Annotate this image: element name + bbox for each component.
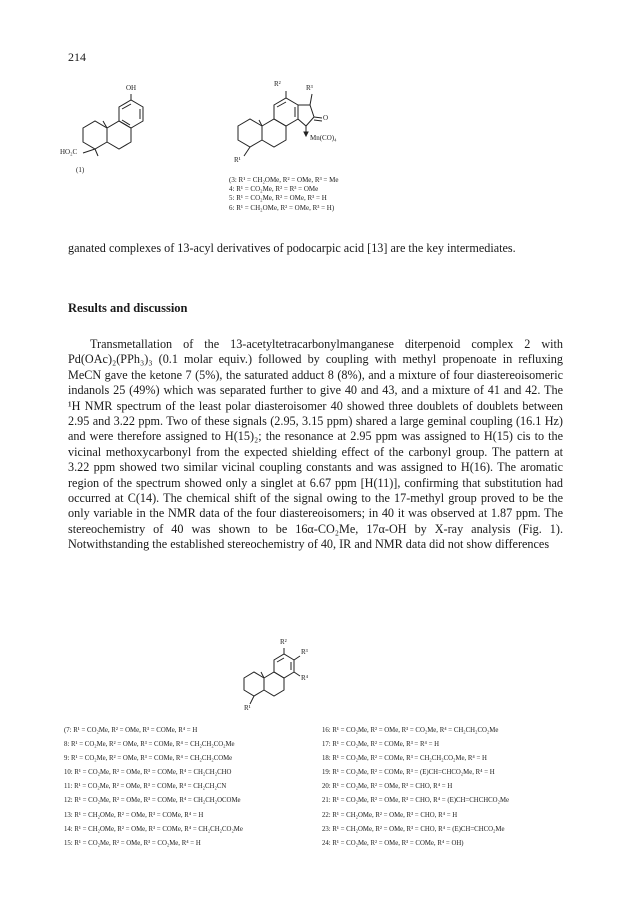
r1-label: R¹ [244,704,251,712]
r4-label: R⁴ [301,674,309,682]
r2-label: R² [274,80,281,88]
list-item: 11: R¹ = CO₂Me, R² = OMe, R³ = COMe, R⁴ = CH₂CH₂CN [64,783,227,791]
list-item: 21: R¹ = CO₂Me, R² = OMe, R³ = CHO, R⁴ = (E)CH=CHCHCO₂Me [322,797,510,805]
list-item: 15: R¹ = CO₂Me, R² = OMe, R³ = CO₂Me, R⁴ = H [64,839,201,847]
r3-label: R³ [306,84,313,92]
r3-label: R³ [301,648,308,656]
structure-podocarpic-acid [60,84,170,174]
list-item: 23: R¹ = CH₂OMe, R² = OMe, R³ = CHO, R⁴ = (E)CH=CHCO₂Me [322,825,505,833]
oxygen-label: O [323,114,329,122]
ho2c-label: HO₂C [60,148,78,156]
structure-manganese-complex [222,82,352,168]
compound-list-left [64,724,243,851]
oh-label: OH [126,84,137,92]
mn-co4-label: Mn(CO)₄ [310,134,337,142]
list-item: 19: R¹ = CO₂Me, R² = COMe, R³ = (E)CH=CHCO₂Me, R⁴ = H [322,769,495,777]
list-item: (7: R¹ = CO₂Me, R² = OMe, R³ = COMe, R⁴ = H [64,727,198,734]
list-item: 16: R¹ = CO₂Me, R² = OMe, R³ = CO₂Me, R⁴ = CH₂CH₂CO₂Me [322,727,499,734]
list-item: 14: R¹ = CH₂OMe, R² = OMe, R³ = COMe, R⁴ = CH₂CH₂CO₂Me [64,825,243,833]
list-item: 17: R¹ = CO₂Me, R² = COMe, R³ = R⁴ = H [322,741,440,749]
r2-label: R² [280,638,287,646]
caption-line: (3: R¹ = CH₂OMe, R² = OMe, R³ = Me [229,176,339,184]
list-item: 10: R¹ = CO₂Me, R² = OMe, R³ = COMe, R⁴ = CH₂CH₂CHO [64,769,232,777]
list-item: 20: R¹ = CO₂Me, R² = OMe, R³ = CHO, R⁴ = H [322,783,453,791]
caption-line: 6: R¹ = CH₂OMe, R² = OMe, R³ = H) [229,203,335,212]
page-number: 214 [68,50,86,64]
results-paragraph: Transmetallation of the 13-acetyltetracarbonylmanganese diterpenoid complex 2 with Pd(OAc)₂(PPh₃)₃ (0.1 molar equiv.) followed by coupling with methyl propenoate in refluxing MeCN gave the ketone 7 (5%), the saturated adduct 8 (8%), and a mixture of four diastereoisomeric indanols 25 (49%) which was separated further to give 40 and 43, and a mixture of 41 and 42. The ¹H NMR spectrum of the least polar diasteroisomer 40 showed three doublets of doublets between 2.95 and 3.22 ppm. Two of these signals (2.95, 3.15 ppm) shared a large geminal coupling (16.1 Hz) and were therefore assigned to H(15)₂; the resonance at 2.95 ppm was assigned to H(15) cis to the vicinal methoxycarbonyl from the expected shielding effect of the carbonyl group. The pattern at 3.22 ppm showed two similar vicinal coupling constants and was assigned to H(16). The aromatic region of the spectrum showed only a singlet at 6.67 ppm [H(11)], confirming that substitution had occurred at C(14). The chemical shift of the signal owing to the 17-methyl group proved to be the only variable in the NMR data of the four diastereoisomers; in 40 it was observed at 1.87 ppm. The stereochemistry of 40 was shown to be 16α-CO₂Me, 17α-OH by X-ray analysis (Fig. 1). Notwithstanding the established stereochemistry of 40, IR and NMR data did not show differences [68,337,563,552]
caption-line: 5: R¹ = CO₂Me, R² = OMe, R³ = H [229,194,327,203]
list-item: 9: R¹ = CO₂Me, R² = OMe, R³ = COMe, R⁴ = CH₂CH₂COMe [64,755,233,763]
structure-caption [229,176,338,213]
compound-list-right [322,724,509,851]
list-item: 24: R¹ = CO₂Me, R² = OMe, R³ = COMe, R⁴ = OH) [322,839,464,847]
list-item: 18: R¹ = CO₂Me, R² = COMe, R³ = CH₂CH₂CO₂Me, R⁴ = H [322,755,487,763]
list-item: 13: R¹ = CH₂OMe, R² = OMe, R³ = COMe, R⁴ = H [64,811,204,819]
list-item: 22: R¹ = CH₂OMe, R² = OMe, R³ = CHO, R⁴ = H [322,811,458,819]
compound-1-label: (1) [76,166,85,174]
list-item: 12: R¹ = CO₂Me, R² = OMe, R³ = COMe, R⁴ = CH₂CH₂OCOMe [64,797,241,805]
manganese-complex-skeleton [222,82,352,168]
podocarpic-acid-skeleton [60,90,170,172]
section-heading: Results and discussion [68,301,188,315]
list-item: 8: R¹ = CO₂Me, R² = OMe, R³ = COMe, R⁴ = CH₂CH₂CO₂Me [64,741,235,749]
caption-line: 4: R¹ = CO₂Me, R² = R³ = OMe [229,185,319,194]
structure-general [232,638,322,723]
r1-label: R¹ [234,156,241,164]
continuation-paragraph: ganated complexes of 13-acyl derivatives of podocarpic acid [13] are the key intermediates. [68,241,516,255]
